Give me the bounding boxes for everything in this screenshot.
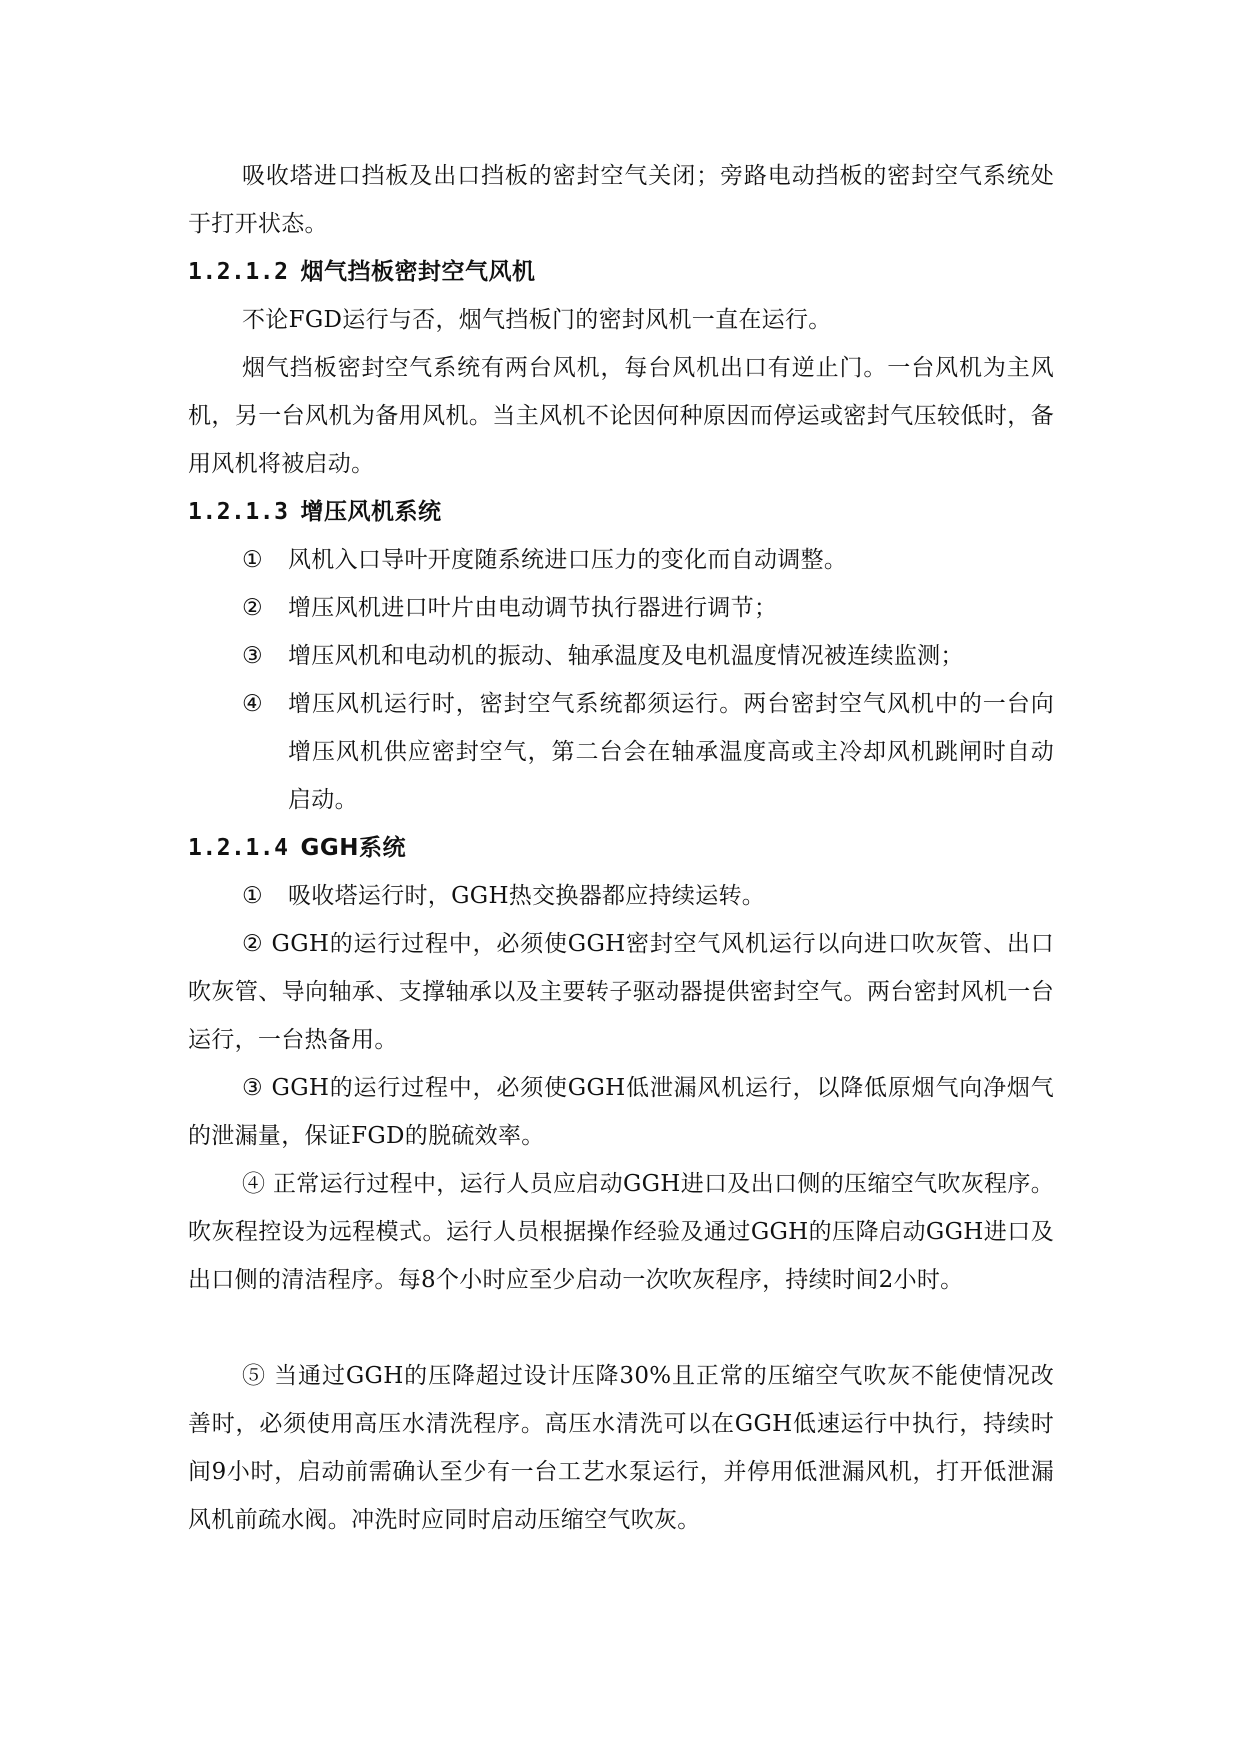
paragraph-ggh-high-pressure-washing: ⑤ 当通过GGH的压降超过设计压降30%且正常的压缩空气吹灰不能使情况改善时，必须使用高压水清洗程序。高压水清洗可以在GGH低速运行中执行，持续时间9小时，启动前需确认至少有一台工艺水泵运行，并停用低泄漏风机，打开低泄漏风机前疏水阀。冲洗时应同时启动压缩空气吹灰。 xyxy=(188,1363,1054,1533)
section-number: 1.2.1.3 xyxy=(188,499,289,525)
section-number: 1.2.1.2 xyxy=(188,259,289,285)
list-item xyxy=(242,632,1054,680)
paragraph-seal-fan-always-running: 不论FGD运行与否，烟气挡板门的密封风机一直在运行。 xyxy=(242,307,832,333)
paragraph-ggh-low-leakage-fan: ③ GGH的运行过程中，必须使GGH低泄漏风机运行，以降低原烟气向净烟气的泄漏量，保证FGD的脱硫效率。 xyxy=(188,1075,1054,1149)
list-item xyxy=(242,584,1054,632)
list-item xyxy=(242,536,1054,584)
list-item-text: 吸收塔运行时，GGH热交换器都应持续运转。 xyxy=(288,883,766,909)
section-title: 增压风机系统 xyxy=(300,499,442,525)
section-title: GGH系统 xyxy=(300,835,406,861)
paragraph-ggh-seal-fan: ② GGH的运行过程中，必须使GGH密封空气风机运行以向进口吹灰管、出口吹灰管、导向轴承、支撑轴承以及主要转子驱动器提供密封空气。两台密封风机一台运行，一台热备用。 xyxy=(188,931,1054,1053)
list-marker: ④ xyxy=(242,691,263,717)
list-item xyxy=(242,872,1054,920)
list-marker: ③ xyxy=(242,643,263,669)
paragraph-damper-seal-air: 吸收塔进口挡板及出口挡板的密封空气关闭；旁路电动挡板的密封空气系统处于打开状态。 xyxy=(188,163,1054,237)
list-item-text: 增压风机和电动机的振动、轴承温度及电机温度情况被连续监测； xyxy=(288,643,964,669)
list-marker: ① xyxy=(242,883,263,909)
section-heading-1-2-1-4 xyxy=(188,824,406,872)
list-item-text: 增压风机进口叶片由电动调节执行器进行调节； xyxy=(288,595,778,621)
section-heading-1-2-1-2 xyxy=(188,248,535,296)
list-item xyxy=(242,680,1054,824)
section-title: 烟气挡板密封空气风机 xyxy=(300,259,536,285)
section-heading-1-2-1-3 xyxy=(188,488,441,536)
paragraph-ggh-soot-blowing: ④ 正常运行过程中，运行人员应启动GGH进口及出口侧的压缩空气吹灰程序。吹灰程控设为远程模式。运行人员根据操作经验及通过GGH的压降启动GGH进口及出口侧的清洁程序。每8个小时应至少启动一次吹灰程序，持续时间2小时。 xyxy=(188,1171,1054,1293)
list-item-text: 增压风机运行时，密封空气系统都须运行。两台密封空气风机中的一台向增压风机供应密封空气，第二台会在轴承温度高或主冷却风机跳闸时自动启动。 xyxy=(288,691,1054,813)
paragraph-seal-fan-backup: 烟气挡板密封空气系统有两台风机，每台风机出口有逆止门。一台风机为主风机，另一台风机为备用风机。当主风机不论因何种原因而停运或密封气压较低时，备用风机将被启动。 xyxy=(188,355,1054,477)
list-marker: ② xyxy=(242,595,263,621)
list-marker: ① xyxy=(242,547,263,573)
section-number: 1.2.1.4 xyxy=(188,835,289,861)
list-item-text: 风机入口导叶开度随系统进口压力的变化而自动调整。 xyxy=(288,547,848,573)
